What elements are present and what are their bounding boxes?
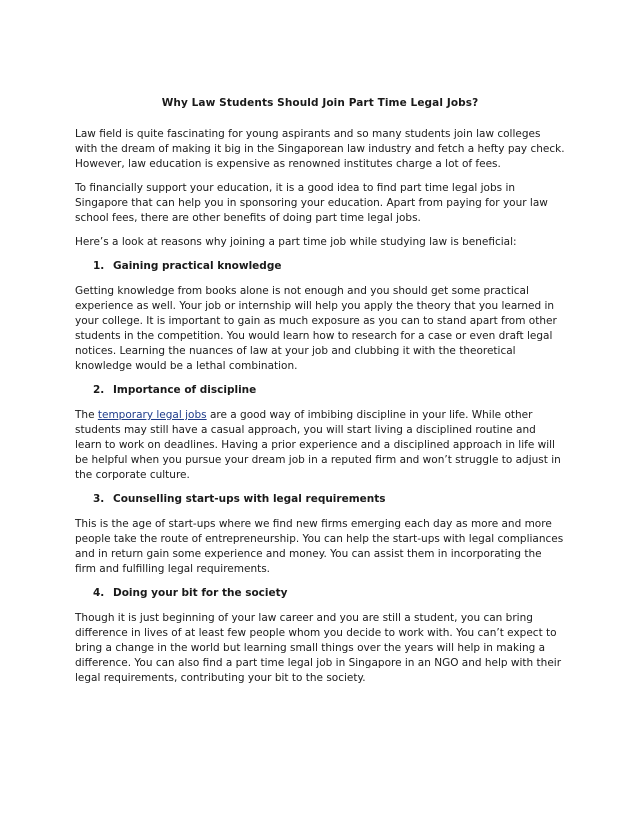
intro-paragraph-1: Law field is quite fascinating for young aspirants and so many students join law colleges with the dream of making it big in the Singaporean law industry and fetch a hefty pay check. However, law education is expensive as renowned institutes charge a lot of fees. <box>75 128 565 170</box>
document-title: Why Law Students Should Join Part Time Legal Jobs? <box>161 97 479 109</box>
section-body-text: are a good way of imbibing discipline in your life. While other students may still have a casual approach, you will start living a disciplined routine and learn to work on deadlines. Having a prior experience and a disciplined approach in life will be helpful when you pursue your dream job in a reputed firm and won’t struggle to adjust in the corporate culture. <box>75 409 561 481</box>
intro-paragraph-3: Here’s a look at reasons why joining a part time job while studying law is beneficial: <box>75 236 517 248</box>
section-number: 1. <box>93 260 105 272</box>
section-body-3: This is the age of start-ups where we find new firms emerging each day as more and more people take the route of entrepreneurship. You can help the start-ups with legal compliances and in return gain some experience and money. You can assist them in incorporating the firm and fulfilling legal requirements. <box>75 518 564 575</box>
section-body-2 <box>75 408 565 483</box>
section-heading-4 <box>75 586 565 601</box>
section-heading-text: Importance of discipline <box>113 384 257 396</box>
section-heading-text: Doing your bit for the society <box>113 587 288 599</box>
section-heading-1 <box>75 259 565 274</box>
section-body-1: Getting knowledge from books alone is not enough and you should get some practical experience as well. Your job or internship will help you apply the theory that you learned in your college. It is important to gain as much exposure as you can to stand apart from other students in the competition. You would learn how to research for a case or even draft legal notices. Learning the nuances of law at your job and clubbing it with the theoretical knowledge would be a lethal combination. <box>75 285 557 372</box>
intro-paragraph-2: To financially support your education, it is a good idea to find part time legal jobs in Singapore that can help you in sponsoring your education. Apart from paying for your law school fees, there are other benefits of doing part time legal jobs. <box>75 182 548 224</box>
section-number: 2. <box>93 384 105 396</box>
section-heading-2 <box>75 383 565 398</box>
document-page <box>75 96 565 695</box>
section-heading-3 <box>75 492 565 507</box>
section-number: 4. <box>93 587 105 599</box>
temporary-legal-jobs-link[interactable]: temporary legal jobs <box>97 409 207 421</box>
section-number: 3. <box>93 493 105 505</box>
section-heading-text: Counselling start-ups with legal requirements <box>113 493 386 505</box>
section-body-text: The <box>75 409 98 421</box>
section-body-4: Though it is just beginning of your law career and you are still a student, you can bring difference in lives of at least few people whom you decide to work with. You can’t expect to bring a change in the world but learning small things over the years will help in making a difference. You can also find a part time legal job in Singapore in an NGO and help with their legal requirements, contributing your bit to the society. <box>75 612 562 684</box>
section-heading-text: Gaining practical knowledge <box>113 260 282 272</box>
